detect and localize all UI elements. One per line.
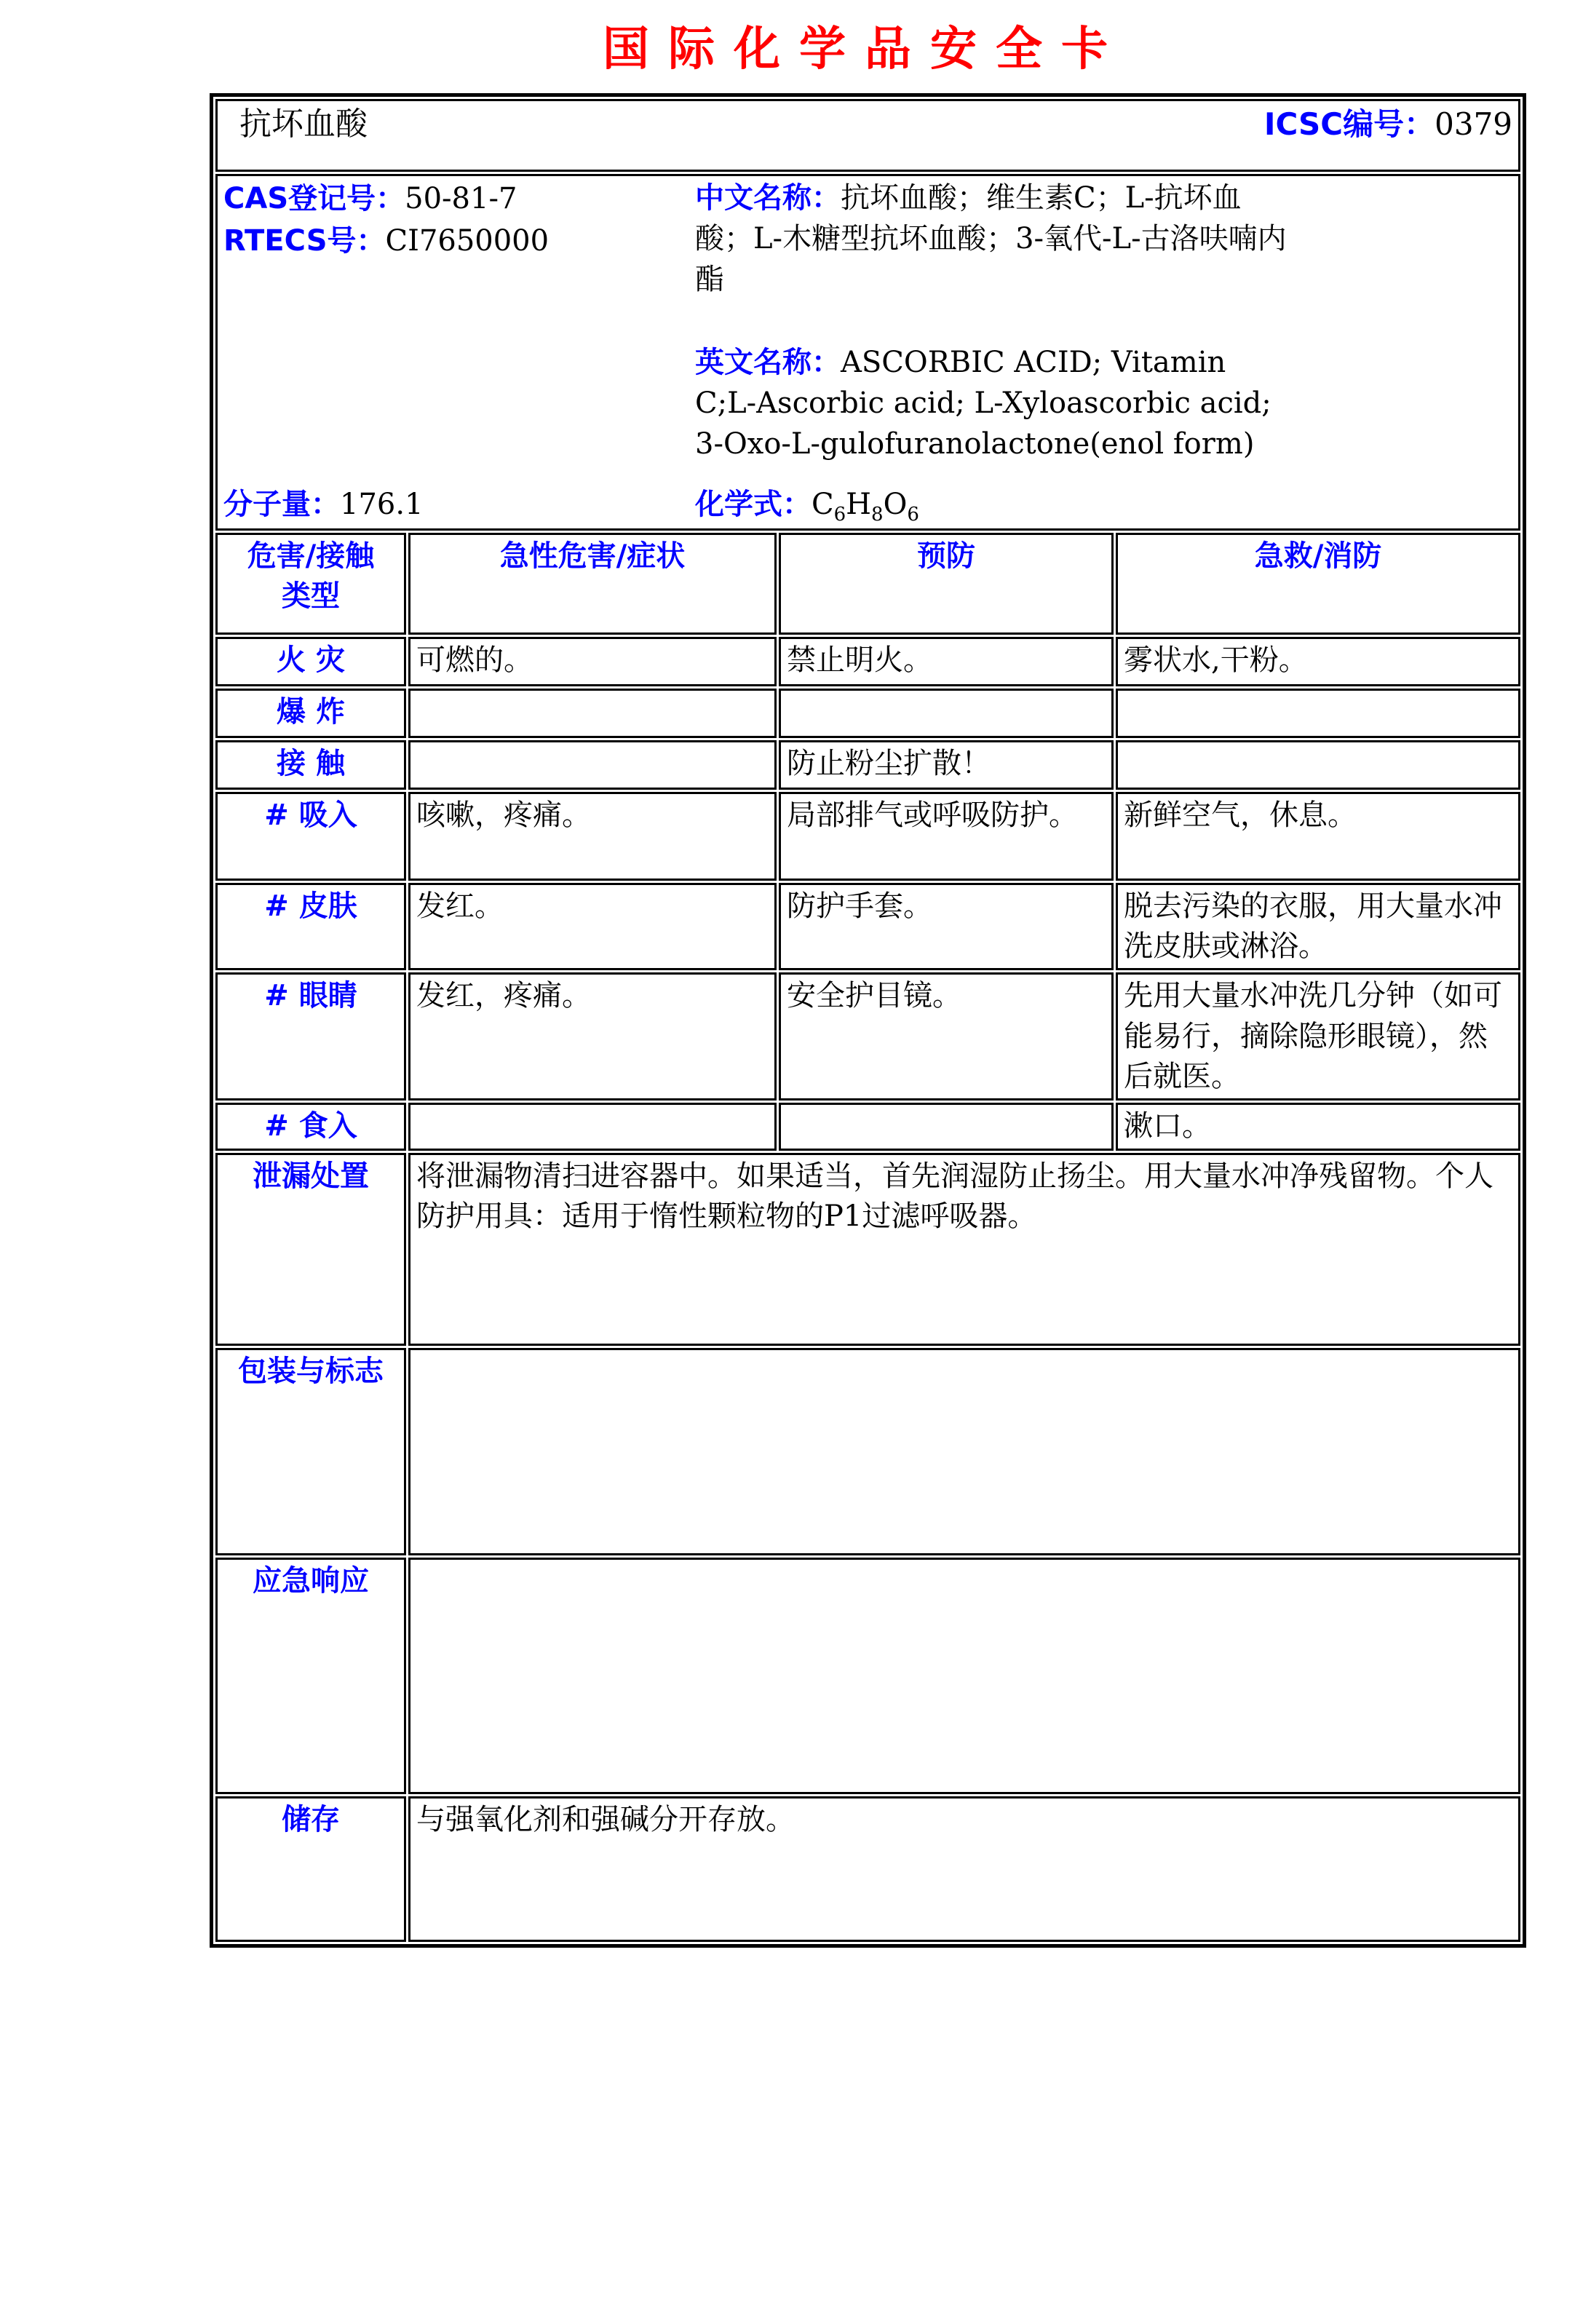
rtecs-label: RTECS号： xyxy=(223,224,386,258)
cell-exposure-prevention: 防止粉尘扩散！ xyxy=(779,740,1114,790)
cell-inhalation-prevention: 局部排气或呼吸防护。 xyxy=(779,792,1114,881)
icsc-number: 0379 xyxy=(1435,106,1513,143)
english-name-line xyxy=(695,342,1292,464)
english-name-label: 英文名称： xyxy=(695,346,841,379)
identity-cell xyxy=(215,174,1520,531)
section-label-spillage: 泄漏处置 xyxy=(215,1153,406,1346)
section-content-spillage: 将泄漏物清扫进容器中。如果适当，首先润湿防止扬尘。用大量水冲净残留物。个人防护用具：适用于惰性颗粒物的P1过滤呼吸器。 xyxy=(408,1153,1520,1346)
cell-explosion-prevention xyxy=(779,689,1114,738)
cell-eyes-prevention: 安全护目镜。 xyxy=(779,972,1114,1100)
chemical-formula-value: $C_6H_8O_6$ xyxy=(812,488,919,526)
cas-value: 50-81-7 xyxy=(405,182,517,215)
icsc-number-group xyxy=(1264,103,1512,146)
identity-right-column xyxy=(695,178,1512,526)
section-content-packaging xyxy=(408,1348,1520,1555)
cell-fire-symptoms: 可燃的。 xyxy=(408,637,777,686)
cell-explosion-aid xyxy=(1116,689,1520,738)
cell-fire-prevention: 禁止明火。 xyxy=(779,637,1114,686)
row-label-explosion: 爆 炸 xyxy=(215,689,406,738)
cell-exposure-symptoms xyxy=(408,740,777,790)
row-label-fire: 火 灾 xyxy=(215,637,406,686)
cell-ingestion-aid: 漱口。 xyxy=(1116,1103,1520,1151)
chemical-formula-label: 化学式： xyxy=(695,488,812,521)
header-hazard-type-text: 危害/接触类型 xyxy=(247,539,375,614)
identity-block xyxy=(223,178,1512,526)
safety-card-table xyxy=(210,93,1526,1948)
cell-skin-prevention: 防护手套。 xyxy=(779,883,1114,970)
cas-label: CAS登记号： xyxy=(223,182,405,215)
cell-explosion-symptoms xyxy=(408,689,777,738)
substance-name: 抗坏血酸 xyxy=(239,106,368,143)
rtecs-number-line xyxy=(223,220,695,262)
row-label-skin: # 皮肤 xyxy=(215,883,406,970)
cell-ingestion-prevention xyxy=(779,1103,1114,1151)
header-hazard-type xyxy=(215,533,406,635)
header-symptoms: 急性危害/症状 xyxy=(408,533,777,635)
row-label-ingestion: # 食入 xyxy=(215,1103,406,1151)
header-prevention: 预防 xyxy=(779,533,1114,635)
icsc-document xyxy=(210,12,1520,1948)
rtecs-value: CI7650000 xyxy=(385,224,549,258)
chinese-name-label: 中文名称： xyxy=(695,181,841,215)
chemical-formula-line xyxy=(695,483,1512,526)
section-content-storage: 与强氧化剂和强碱分开存放。 xyxy=(408,1796,1520,1942)
section-label-storage: 储存 xyxy=(215,1796,406,1942)
cell-eyes-aid: 先用大量水冲洗几分钟（如可能易行，摘除隐形眼镜），然后就医。 xyxy=(1116,972,1520,1100)
section-label-emergency: 应急响应 xyxy=(215,1558,406,1794)
cell-exposure-aid xyxy=(1116,740,1520,790)
chinese-name-line xyxy=(695,178,1292,300)
substance-header xyxy=(223,103,1512,147)
molecular-weight-label: 分子量： xyxy=(223,488,340,521)
substance-header-cell xyxy=(215,99,1520,172)
cell-skin-symptoms: 发红。 xyxy=(408,883,777,970)
cell-eyes-symptoms: 发红，疼痛。 xyxy=(408,972,777,1100)
header-first-aid: 急救/消防 xyxy=(1116,533,1520,635)
molecular-weight-value: 176.1 xyxy=(340,488,424,521)
cas-number-line xyxy=(223,178,695,220)
cell-inhalation-symptoms: 咳嗽，疼痛。 xyxy=(408,792,777,881)
identity-right-spacer xyxy=(695,464,1512,483)
identity-left-spacer xyxy=(223,262,695,483)
row-label-eyes: # 眼睛 xyxy=(215,972,406,1100)
section-label-packaging: 包装与标志 xyxy=(215,1348,406,1555)
cell-fire-aid: 雾状水,干粉。 xyxy=(1116,637,1520,686)
identity-left-column xyxy=(223,178,695,526)
cell-inhalation-aid: 新鲜空气，休息。 xyxy=(1116,792,1520,881)
row-label-inhalation: # 吸入 xyxy=(215,792,406,881)
cell-skin-aid: 脱去污染的衣服，用大量水冲洗皮肤或淋浴。 xyxy=(1116,883,1520,970)
english-name-value: ASCORBIC ACID; Vitamin C;L-Ascorbic acid; L-Xyloascorbic acid; 3-Oxo-L-gulofuranolactone(enol form) xyxy=(695,346,1271,461)
cell-ingestion-symptoms xyxy=(408,1103,777,1151)
section-content-emergency xyxy=(408,1558,1520,1794)
chinese-name-value: 抗坏血酸；维生素C；L-抗坏血酸；L-木糖型抗坏血酸；3-氧代-L-古洛呋喃内酯 xyxy=(695,181,1287,296)
page-title: 国际化学品安全卡 xyxy=(603,22,1127,76)
icsc-label: ICSC编号： xyxy=(1263,106,1435,143)
row-label-exposure: 接 触 xyxy=(215,740,406,790)
molecular-weight-line xyxy=(223,483,695,526)
